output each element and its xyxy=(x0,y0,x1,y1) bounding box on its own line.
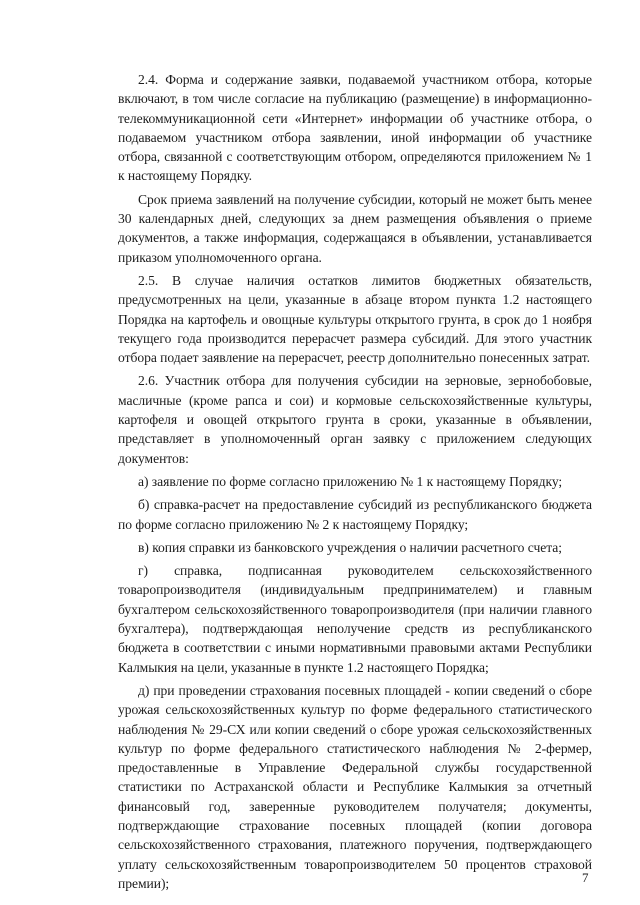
list-item-b: б) справка-расчет на предоставление субсидий из республиканского бюджета по форме согласно приложению № 2 к настоящему Порядку; xyxy=(118,497,592,532)
list-item-a: а) заявление по форме согласно приложению № 1 к настоящему Порядку; xyxy=(138,473,563,489)
paragraph-application-deadline: Срок приема заявлений на получение субсидии, который не может быть менее 30 календарных дней, следующих за днем размещения объявления о приеме документов, а также информация, содержащаяся в объявлении, устанавливается приказом уполномоченного органа. xyxy=(118,191,592,265)
list-item-d: д) при проведении страхования посевных площадей - копии сведений о сборе урожая сельскохозяйственных культур по форме федерального статистического наблюдения № 29-СХ или копии сведений о сборе урожая сельскохозяйственных культур по форме федерального статистического наблюдения № 2-фермер, предоставленные в Управление Федеральной службы государственной статистики по Астраханской области и Республике Калмыкия за отчетный финансовый год, заверенные руководителем получателя; документы, подтверждающие страхование посевных площадей (копии договора сельскохозяйственного страхования, платежного поручения, подтверждающего уплату сельскохозяйственным товаропроизводителем 50 процентов страховой премии); xyxy=(118,682,592,891)
page-number: 7 xyxy=(582,870,589,885)
paragraph-2-4: 2.4. Форма и содержание заявки, подаваемой участником отбора, которые включают, в том числе согласие на публикацию (размещение) в информационно-телекоммуникационной сети «Интернет» информации об участнике отбора, о подаваемом участником отбора заявлении, иной информации об участнике отбора, связанной с соответствующим отбором, определяются приложением № 1 к настоящему Порядку. xyxy=(118,72,592,184)
paragraph-2-5: 2.5. В случае наличия остатков лимитов бюджетных обязательств, предусмотренных на цели, указанные в абзаце втором пункта 1.2 настоящего Порядка на картофель и овощные культуры открытого грунта, в срок до 1 ноября текущего года производится перерасчет размера субсидий. Для этого участник отбора подает заявление на перерасчет, реестр дополнительно понесенных затрат. xyxy=(118,272,592,366)
document-body xyxy=(118,70,592,897)
paragraph-2-6: 2.6. Участник отбора для получения субсидии на зерновые, зернобобовые, масличные (кроме рапса и сои) и кормовые сельскохозяйственные культуры, картофеля и овощей открытого грунта в сроки, указанные в объявлении, представляет в уполномоченный орган заявку с приложением следующих документов: xyxy=(118,373,592,466)
list-item-v: в) копия справки из банковского учреждения о наличии расчетного счета; xyxy=(138,539,563,555)
list-item-g: г) справка, подписанная руководителем сельскохозяйственного товаропроизводителя (индивидуальным предпринимателем) и главным бухгалтером сельскохозяйственного товаропроизводителя (при наличии главного бухгалтера), подтверждающая неполучение средств из республиканского бюджета в соответствии с иными нормативными правовыми актами Республики Калмыкия на цели, указанные в пункте 1.2 настоящего Порядка; xyxy=(118,563,592,675)
